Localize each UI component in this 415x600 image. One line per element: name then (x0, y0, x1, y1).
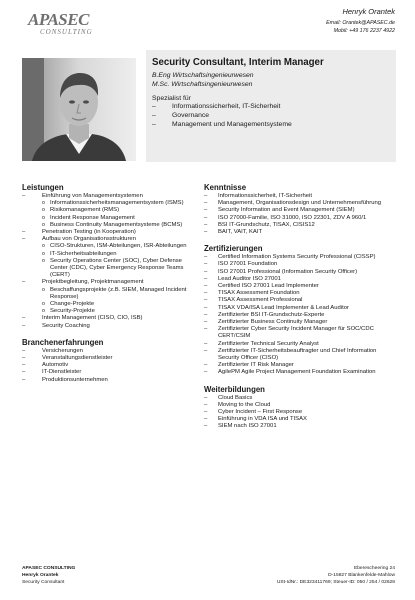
leistung-subitem: o IT-Sicherheitsabteilungen (42, 251, 190, 258)
leistungen-list (22, 193, 190, 330)
leistung-item: – Security Coaching (22, 323, 190, 330)
kenntnis-item: – Security Information and Event Management (SIEM) (204, 207, 395, 214)
zertifikat-item: – TISAX VDA/ISA Lead Implementer & Lead Auditor (204, 305, 395, 312)
leistung-subitem: o Business Continuity Managementsysteme (BCMS) (42, 222, 190, 229)
contact-name: Henryk Orantek (342, 7, 395, 16)
specialist-list (152, 103, 390, 129)
kenntnis-item: – BSI IT-Grundschutz, TISAX, CISIS12 (204, 222, 395, 229)
branche-item: – Versicherungen (22, 348, 190, 355)
leistung-item (22, 236, 190, 279)
branche-item: – Automotiv (22, 362, 190, 369)
footer-left (22, 565, 75, 586)
branche-item: – Veranstaltungsdienstleister (22, 355, 190, 362)
leistung-item: – Interim Management (CISO, CIO, ISB) (22, 315, 190, 322)
specialist-heading: Spezialist für (152, 94, 191, 102)
contact-email[interactable]: Email: Orantek@APASEC.de (326, 19, 395, 26)
zertifikat-item: – ISO 27001 Professional (Information Security Officer) (204, 269, 395, 276)
zertifikat-item: – Certified Information Systems Security Professional (CISSP) (204, 254, 395, 261)
leistung-text: Einführung von Managementsystemen (42, 193, 143, 199)
weiterbildung-item: – Cyber Incident – First Response (204, 409, 395, 416)
leistung-item (22, 193, 190, 229)
leistung-subitem: o Beschaffungsprojekte (z.B. SIEM, Managed Incident Response) (42, 287, 190, 301)
zertifikat-item: – ISO 27001 Foundation (204, 261, 395, 268)
logo-subtitle: CONSULTING (40, 28, 93, 36)
logo-wordmark: APASEC (28, 10, 89, 29)
leistung-subitem: o Incident Response Management (42, 215, 190, 222)
leistung-subitem: o Security Operations Center (SOC), Cyber Defense Center (CDC), Cyber Emergency Response Teams (CERT) (42, 258, 190, 280)
specialist-item: – Management und Managementsysteme (152, 121, 390, 130)
zertifikat-item: – TISAX Assessment Professional (204, 297, 395, 304)
section-title-branchen: Branchenerfahrungen (22, 337, 104, 347)
leistung-text: Projektbegleitung, Projektmanagement (42, 279, 144, 286)
degree-master: M.Sc. Wirtschaftsingenieurwesen (152, 80, 253, 88)
kenntnis-item: – Informationssicherheit, IT-Sicherheit (204, 193, 395, 200)
leistung-subitem: o Security-Projekte (42, 308, 190, 315)
zertifizierungen-list (204, 254, 395, 376)
zertifikat-item: – TISAX Assessment Foundation (204, 290, 395, 297)
weiterbildung-item: – Moving to the Cloud (204, 402, 395, 409)
portrait-photo-graphic (22, 58, 136, 161)
zertifikat-item: – Lead Auditor ISO 27001 (204, 276, 395, 283)
zertifikat-item: – AgilePM Agile Project Management Foundation Examination (204, 369, 395, 376)
kenntnisse-list (204, 193, 395, 236)
zertifikat-item: – Zertifizierter IT Risk Manager (204, 362, 395, 369)
leistung-subitem: o CISO-Strukturen, ISM-Abteilungen, ISR-Abteilungen (42, 243, 190, 250)
leistung-subitem: o Risikomanagement (RMS) (42, 207, 190, 214)
footer-name: Henryk Orantek (22, 573, 59, 578)
zertifikat-item: – Zertifizierter BSI IT-Grundschutz-Experte (204, 312, 395, 319)
branchen-list (22, 348, 190, 384)
footer-tax: USt-IdNr.: DE323411769; Steuer-ID: 050 / 254 / 02628 (276, 580, 395, 585)
contact-block (326, 8, 395, 36)
profile-summary-box (146, 50, 396, 162)
footer-company: APASEC CONSULTING (22, 566, 76, 571)
contact-mobile: Mobil: +49 176 2237 4922 (333, 28, 395, 34)
section-title-leistungen: Leistungen (22, 183, 64, 192)
zertifikat-item: – Certified ISO 27001 Lead Implementer (204, 283, 395, 290)
company-logo (22, 8, 94, 40)
leistung-subitem: o Change-Projekte (42, 301, 190, 308)
zertifikat-item: – Zertifizierter Technical Security Analyst (204, 341, 395, 348)
leistung-sublist (42, 287, 190, 316)
footer-city: D-15827 Blankenfelde-Mahlow (328, 573, 395, 578)
left-column (22, 183, 190, 384)
weiterbildung-item: – SIEM nach ISO 27001 (204, 423, 395, 430)
weiterbildungen-list (204, 395, 395, 431)
section-title-weiterbildungen: Weiterbildungen (204, 384, 265, 394)
section-title-zertifizierungen: Zertifizierungen (204, 244, 263, 254)
leistung-sublist (42, 200, 190, 229)
leistung-subitem: o Informationssicherheitsmanagementsystem (ISMS) (42, 200, 190, 207)
leistung-sublist (42, 243, 190, 279)
specialist-item: – Governance (152, 112, 390, 121)
zertifikat-item: – Zertifizierter Cyber Security Incident Manager für SOC/CDC CERT/CSIM (204, 326, 395, 340)
section-title-kenntnisse: Kenntnisse (204, 183, 247, 192)
weiterbildung-item: – Cloud Basics (204, 395, 395, 402)
degree-bachelor: B.Eng Wirtschaftsingenieurwesen (152, 72, 254, 79)
weiterbildung-item: – Einführung in VDA ISA und TISAX (204, 416, 395, 423)
footer-right (277, 565, 395, 586)
footer-street: Eberescheering 24 (353, 566, 395, 571)
kenntnis-item: – Management, Organisationsdesign und Unternehmensführung (204, 200, 395, 207)
leistung-item: – Penetration Testing (in Kooperation) (22, 229, 190, 236)
specialist-item: – Informationssicherheit, IT-Sicherheit (152, 103, 390, 112)
kenntnis-item: – BAIT, VAIT, KAIT (204, 229, 395, 236)
job-title: Security Consultant, Interim Manager (152, 57, 324, 68)
right-column (204, 183, 395, 431)
leistung-item (22, 279, 190, 315)
kenntnis-item: – ISO 27000-Familie, ISO 31000, ISO 22301, ZDV A 960/1 (204, 215, 395, 222)
branche-item: – Produktionsunternehmen (22, 377, 190, 384)
branche-item: – IT-Dienstleister (22, 369, 190, 376)
zertifikat-item: – Zertifizierter IT-Sicherheitsbeauftragter und Chief Information Security Officer (CISO) (204, 348, 395, 362)
footer-role: Security Consultant (22, 580, 65, 585)
leistung-text: Aufbau von Organisationsstrukturen (42, 236, 136, 243)
zertifikat-item: – Zertifizierter Business Continuity Manager (204, 319, 395, 326)
portrait-photo (22, 58, 136, 161)
